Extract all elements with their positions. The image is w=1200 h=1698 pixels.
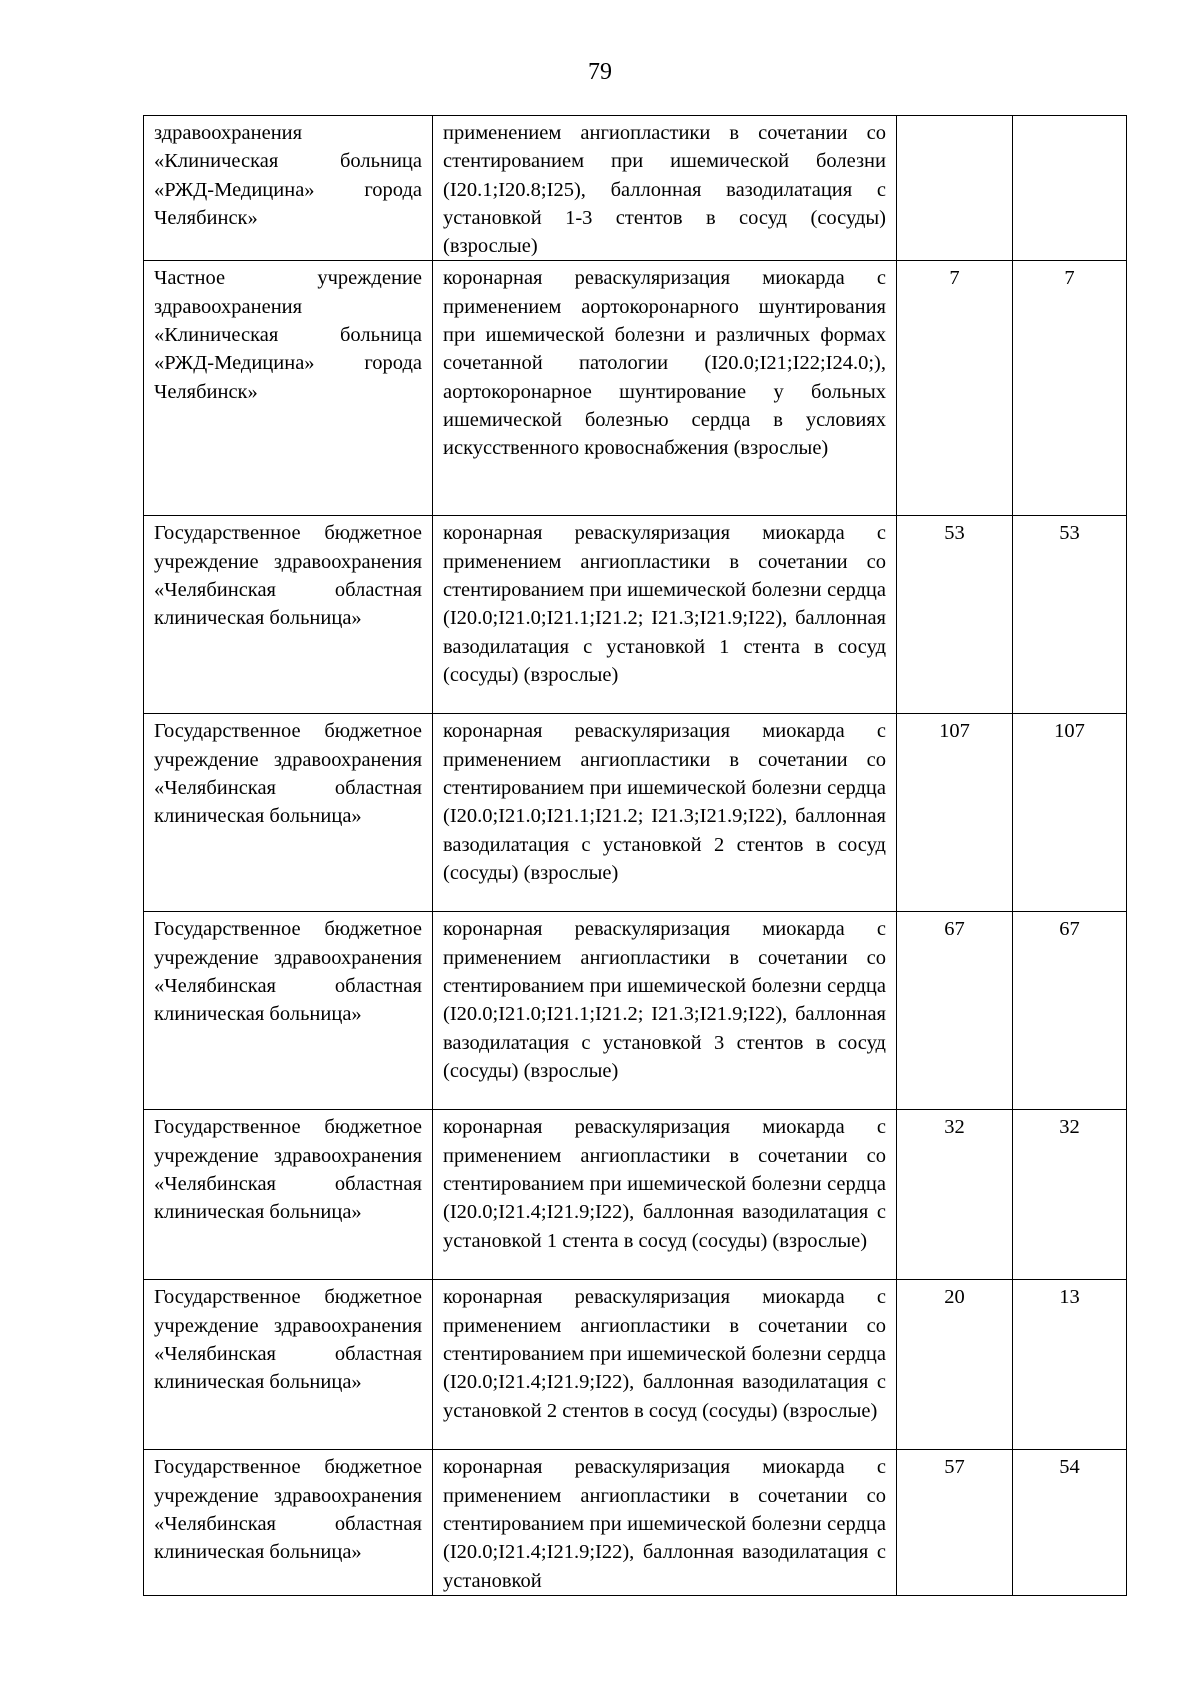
value-cell-1: 20 — [897, 1280, 1013, 1450]
table-row — [144, 261, 1127, 516]
procedure-description-cell: коронарная реваскуляризация миокарда с применением ангиопластики в сочетании со стентированием при ишемической болезни сердца (I20.0;I21.4;I21.9;I22), баллонная вазодилатация с установкой — [433, 1450, 897, 1595]
value-cell-1: 107 — [897, 714, 1013, 912]
organization-cell: Государственное бюджетное учреждение здравоохранения «Челябинская областная клиническая больница» — [144, 714, 433, 912]
organization-cell: Частное учреждение здравоохранения «Клиническая больница «РЖД-Медицина» города Челябинск» — [144, 261, 433, 516]
value-cell-2: 13 — [1013, 1280, 1127, 1450]
value-cell-1: 67 — [897, 912, 1013, 1110]
value-cell-1: 32 — [897, 1110, 1013, 1280]
procedure-description-cell: коронарная реваскуляризация миокарда с применением аортокоронарного шунтирования при ишемической болезни и различных формах сочетанной патологии (I20.0;I21;I22;I24.0;), аортокоронарное шунтирование у больных ишемической болезнью сердца в условиях искусственного кровоснабжения (взрослые) — [433, 261, 897, 516]
table-row — [144, 1280, 1127, 1450]
procedure-description-cell: коронарная реваскуляризация миокарда с применением ангиопластики в сочетании со стентированием при ишемической болезни сердца (I20.0;I21.4;I21.9;I22), баллонная вазодилатация с установкой 1 стента в сосуд (сосуды) (взрослые) — [433, 1110, 897, 1280]
procedure-description-cell: коронарная реваскуляризация миокарда с применением ангиопластики в сочетании со стентированием при ишемической болезни сердца (I20.0;I21.0;I21.1;I21.2; I21.3;I21.9;I22), баллонная вазодилатация с установкой 2 стентов в сосуд (сосуды) (взрослые) — [433, 714, 897, 912]
table-row — [144, 1110, 1127, 1280]
value-cell-1: 57 — [897, 1450, 1013, 1595]
organization-cell: здравоохранения «Клиническая больница «РЖД-Медицина» города Челябинск» — [144, 116, 433, 261]
table-row — [144, 116, 1127, 261]
procedure-description-cell: коронарная реваскуляризация миокарда с применением ангиопластики в сочетании со стентированием при ишемической болезни сердца (I20.0;I21.0;I21.1;I21.2; I21.3;I21.9;I22), баллонная вазодилатация с установкой 3 стентов в сосуд (сосуды) (взрослые) — [433, 912, 897, 1110]
procedure-description-cell: коронарная реваскуляризация миокарда с применением ангиопластики в сочетании со стентированием при ишемической болезни сердца (I20.0;I21.0;I21.1;I21.2; I21.3;I21.9;I22), баллонная вазодилатация с установкой 1 стента в сосуд (сосуды) (взрослые) — [433, 516, 897, 714]
procedure-description-cell: применением ангиопластики в сочетании со стентированием при ишемической болезни (I20.1;I20.8;I25), баллонная вазодилатация с установкой 1-3 стентов в сосуд (сосуды) (взрослые) — [433, 116, 897, 261]
value-cell-1 — [897, 116, 1013, 261]
table-row — [144, 714, 1127, 912]
value-cell-2 — [1013, 116, 1127, 261]
organization-cell: Государственное бюджетное учреждение здравоохранения «Челябинская областная клиническая больница» — [144, 516, 433, 714]
table-row — [144, 516, 1127, 714]
organization-cell: Государственное бюджетное учреждение здравоохранения «Челябинская областная клиническая больница» — [144, 1280, 433, 1450]
value-cell-2: 32 — [1013, 1110, 1127, 1280]
value-cell-2: 54 — [1013, 1450, 1127, 1595]
procedure-description-cell: коронарная реваскуляризация миокарда с применением ангиопластики в сочетании со стентированием при ишемической болезни сердца (I20.0;I21.4;I21.9;I22), баллонная вазодилатация с установкой 2 стентов в сосуд (сосуды) (взрослые) — [433, 1280, 897, 1450]
page-number: 79 — [588, 59, 612, 85]
organization-cell: Государственное бюджетное учреждение здравоохранения «Челябинская областная клиническая больница» — [144, 912, 433, 1110]
value-cell-1: 53 — [897, 516, 1013, 714]
value-cell-2: 7 — [1013, 261, 1127, 516]
value-cell-1: 7 — [897, 261, 1013, 516]
organization-cell: Государственное бюджетное учреждение здравоохранения «Челябинская областная клиническая больница» — [144, 1450, 433, 1595]
value-cell-2: 107 — [1013, 714, 1127, 912]
value-cell-2: 53 — [1013, 516, 1127, 714]
table-row — [144, 1450, 1127, 1595]
table-row — [144, 912, 1127, 1110]
document-table — [143, 115, 1127, 1596]
value-cell-2: 67 — [1013, 912, 1127, 1110]
organization-cell: Государственное бюджетное учреждение здравоохранения «Челябинская областная клиническая больница» — [144, 1110, 433, 1280]
